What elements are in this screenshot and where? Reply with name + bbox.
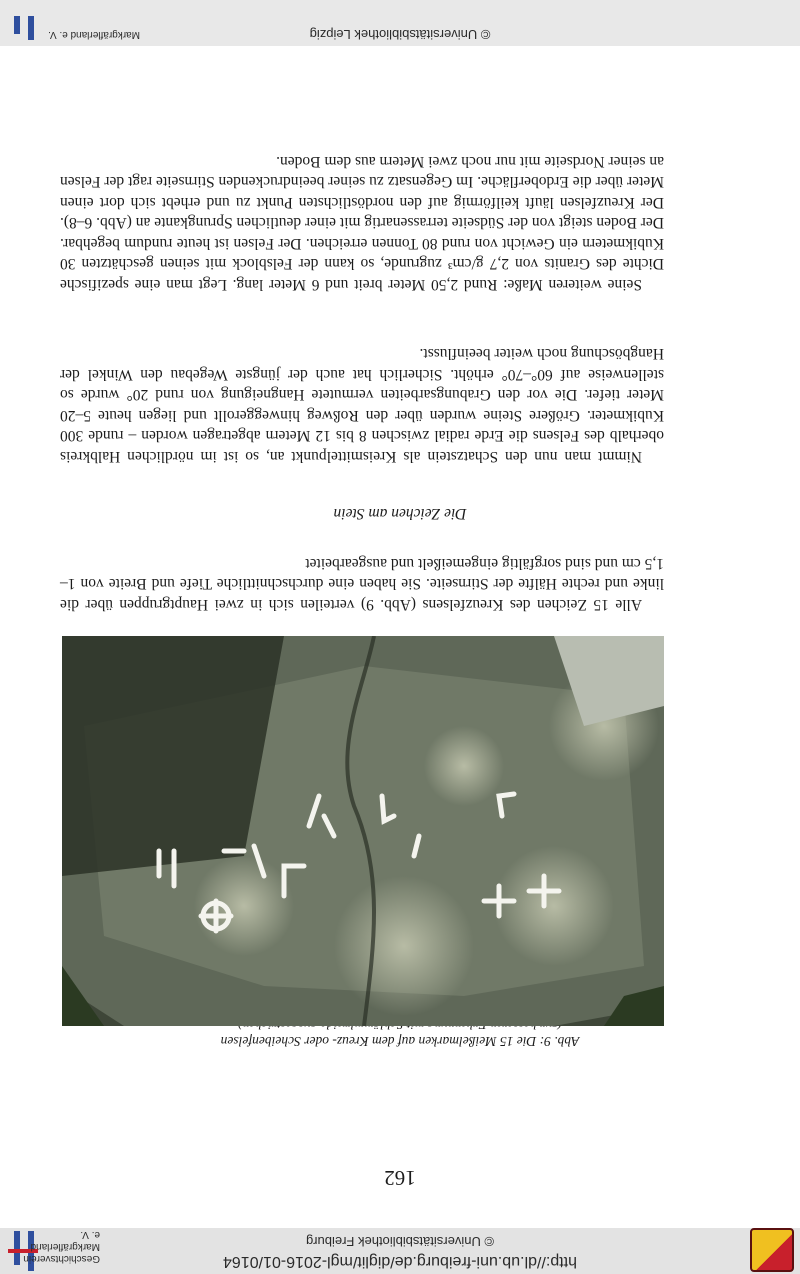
section-heading: Die Zeichen am Stein — [333, 505, 467, 522]
paragraph-3: Alle 15 Zeichen des Kreuzfelsens (Abb. 9) verteilen sich in zwei Hauptgruppen über die linke und rechte Hälfte der Stirnseite. Sie haben eine durchschnittliche Tiefe und Breite von 1–1,5 cm und sind sorgfältig eingemeißelt und ausgearbeitet — [60, 555, 664, 613]
footer-library-logo-icon — [8, 16, 38, 40]
page-number: 162 — [384, 1166, 416, 1190]
association-name-line2: Markgräflerland e. V. — [30, 1229, 100, 1252]
footer-bar — [0, 0, 800, 46]
paragraph-1: Seine weiteren Maße: Rund 2,50 Meter breit und 6 Meter lang. Legt man eine spezifische Dichte des Granits von 2,7 g/cm³ zugrunde, so kann der Felsblock mit seinen geschätzten 30 Kubikmetern ein Gewicht von rund 80 Tonnen erreichen. Der Felsen ist heute rundum begehbar. Der Boden steigt von der Südseite terrassenartig mit einer deutlichen Sprungkante an (Abb. 6–8). Der Kreuzfelsen läuft keilförmig auf den nordöstlichsten Punkt zu und erhebt sich dort einen Meter über die Erdoberfläche. Im Gegensatz zu seiner beeindruckenden Stirnseite ragt der Felsen an seiner Nordseite mit nur noch zwei Metern aus dem Boden. — [60, 153, 664, 293]
association-name-line1: Geschichtsverein — [23, 1253, 100, 1264]
rock-photograph — [62, 636, 664, 1026]
header-bar — [0, 1228, 800, 1274]
figure-caption-line1: Abb. 9: Die 15 Meißelmarken auf dem Kreuz- oder Scheibenfelsen — [220, 1034, 580, 1049]
crest-icon — [750, 1228, 794, 1272]
footer-copyright: © Universitätsbibliothek Leipzig — [309, 27, 491, 42]
footer-association-name: Markgräflerland e. V. — [48, 29, 140, 40]
header-copyright: © Universitätsbibliothek Freiburg — [305, 1234, 495, 1249]
paragraph-2: Nimmt man nun den Schatzstein als Kreismittelpunkt an, so ist im nördlichen Halbkreis oberhalb des Felsens die Erde radial zwischen 8 bis 12 Metern abgetragen worden – runde 300 Kubikmeter. Größere Steine wurden über den Roßweg hinweggerollt und liegen heute 5–20 Meter tiefer. Die vor den Grabungsarbeiten vermutete Hangneigung von rund 20° wurde so stellenweise auf 60°–70° erhöht. Sicherlich hat auch der jüngste Wegebau den Winkel der Hangböschung noch weiter beeinflusst. — [60, 345, 664, 465]
association-name — [23, 1228, 100, 1264]
header-url[interactable]: http://dl.ub.uni-freiburg.de/diglit/mgl-2016-01/0164 — [223, 1253, 577, 1270]
rock-photograph-image — [62, 636, 664, 1026]
